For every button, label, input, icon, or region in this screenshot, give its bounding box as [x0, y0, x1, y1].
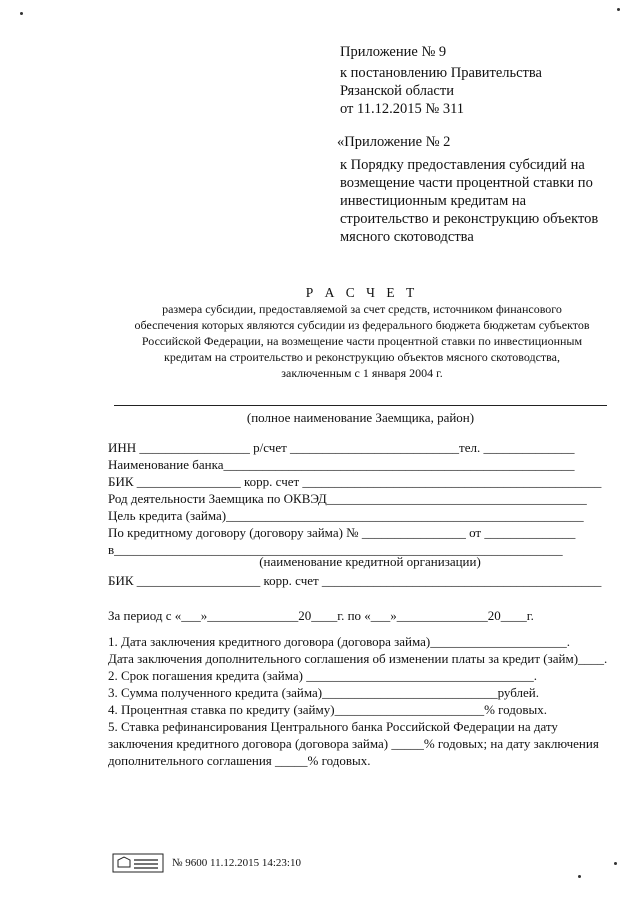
order-line-5: мясного скотоводства: [340, 229, 474, 245]
scan-artifact: [617, 8, 620, 11]
borrower-name-line: [114, 405, 607, 406]
bik-line: БИК ________________ корр. счет ______________________________________________: [108, 474, 602, 489]
bank-name-line: Наименование банка______________________________________________________: [108, 457, 575, 472]
period-line: За период с «___»______________20____г. по «___»______________20____г.: [108, 608, 534, 623]
item-1: 1. Дата заключения кредитного договора (договора займа)_____________________.: [108, 634, 570, 649]
appendix-number: Приложение № 9: [340, 44, 447, 60]
title-line-5: заключенным с 1 января 2004 г.: [281, 366, 443, 380]
order-line-1: к Порядку предоставления субсидий на: [340, 157, 585, 173]
registry-stamp-icon: [112, 853, 164, 873]
order-line-2: возмещение части процентной ставки по: [340, 175, 593, 191]
resolution-line-2: Рязанской области: [340, 83, 454, 99]
registry-stamp-text: № 9600 11.12.2015 14:23:10: [172, 857, 301, 869]
item-4: 4. Процентная ставка по кредиту (займу)_______________________% годовых.: [108, 702, 548, 717]
appendix-2: «Приложение № 2: [337, 134, 451, 150]
title-line-4: кредитам на строительство и реконструкцию объектов мясного скотоводства,: [164, 350, 560, 364]
resolution-line-1: к постановлению Правительства: [340, 65, 542, 81]
item-2: 2. Срок погашения кредита (займа) ___________________________________.: [108, 668, 537, 683]
item-5b: заключения кредитного договора (договора займа) _____% годовых; на дату заключения: [108, 736, 599, 751]
borrower-caption: (полное наименование Заемщика, район): [246, 410, 475, 425]
scan-artifact: [20, 12, 23, 15]
item-5: 5. Ставка рефинансирования Центрального банка Российской Федерации на дату: [108, 719, 558, 734]
scan-artifact: [614, 862, 617, 865]
activity-line: Род деятельности Заемщика по ОКВЭД________________________________________: [108, 491, 587, 506]
bik2-line: БИК ___________________ корр. счет ___________________________________________: [108, 573, 602, 588]
item-3: 3. Сумма полученного кредита (займа)___________________________рублей.: [108, 685, 539, 700]
purpose-line: Цель кредита (займа)_______________________________________________________: [108, 508, 584, 523]
order-line-3: инвестиционным кредитам на: [340, 193, 527, 209]
contract-line: По кредитному договору (договору займа) № ________________ от ______________: [108, 525, 576, 540]
title-line-1: размера субсидии, предоставляемой за счет средств, источником финансового: [162, 302, 562, 316]
bank-org-line: в_____________________________________________________________________: [108, 542, 563, 557]
document-title: Р А С Ч Е Т: [305, 285, 419, 300]
item-5c: дополнительного соглашения _____% годовых.: [108, 753, 371, 768]
org-caption: (наименование кредитной организации): [259, 554, 481, 569]
scan-artifact: [578, 875, 581, 878]
inn-line: ИНН _________________ р/счет __________________________тел. ______________: [108, 440, 575, 455]
resolution-line-3: от 11.12.2015 № 311: [340, 101, 465, 117]
order-line-4: строительство и реконструкцию объектов: [340, 211, 599, 227]
title-line-2: обеспечения которых являются субсидии из федерального бюджета бюджетам субъектов: [134, 318, 590, 332]
title-line-3: Российской Федерации, на возмещение части процентной ставки по инвестиционным: [141, 334, 583, 348]
item-1b: Дата заключения дополнительного соглашения об изменении платы за кредит (займ)____.: [108, 651, 608, 666]
